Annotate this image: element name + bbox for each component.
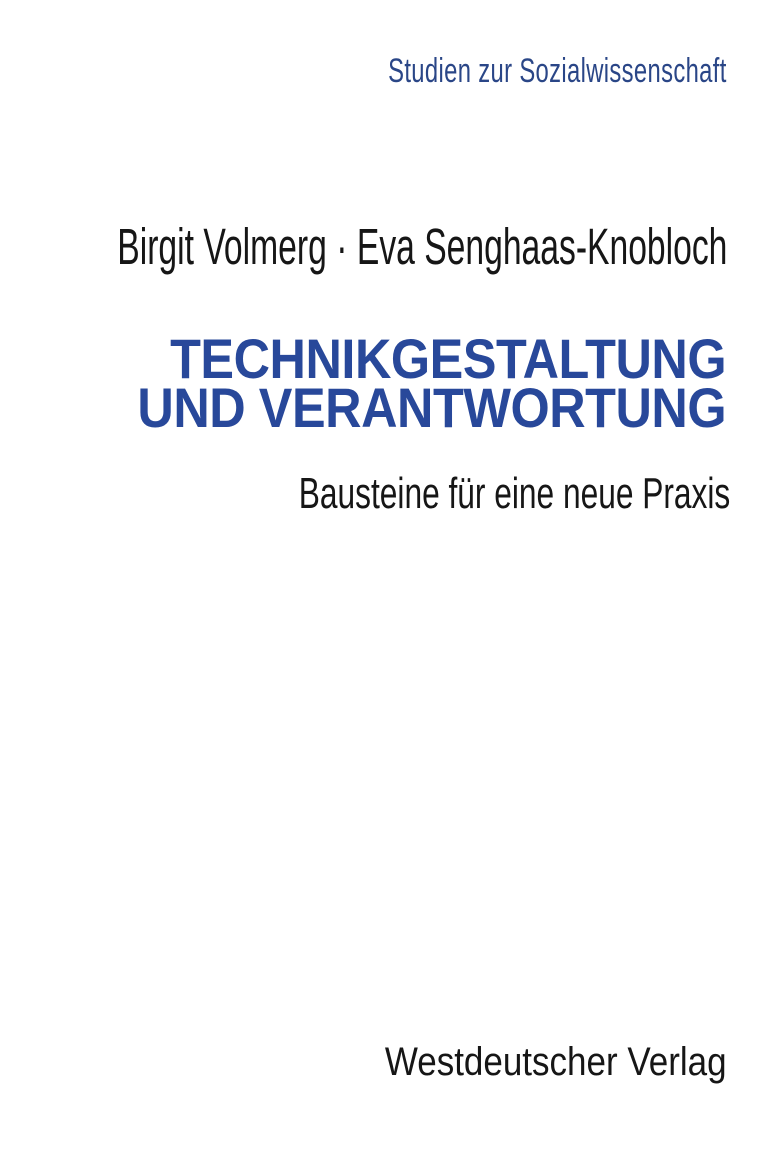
book-title	[137, 327, 726, 439]
book-title-line-2: UND VERANTWORTUNG	[137, 376, 726, 439]
publisher-name: Westdeutscher Verlag	[385, 1040, 727, 1084]
series-title: Studien zur Sozialwissenschaft	[388, 52, 727, 90]
book-subtitle: Bausteine für eine neue Praxis	[298, 469, 730, 518]
authors-line	[116, 218, 727, 275]
book-title-line-1: TECHNIKGESTALTUNG	[169, 327, 726, 390]
author-first: Birgit Volmerg	[116, 218, 327, 275]
author-separator-dot: ·	[335, 218, 348, 275]
author-second: Eva Senghaas-Knobloch	[356, 218, 727, 275]
